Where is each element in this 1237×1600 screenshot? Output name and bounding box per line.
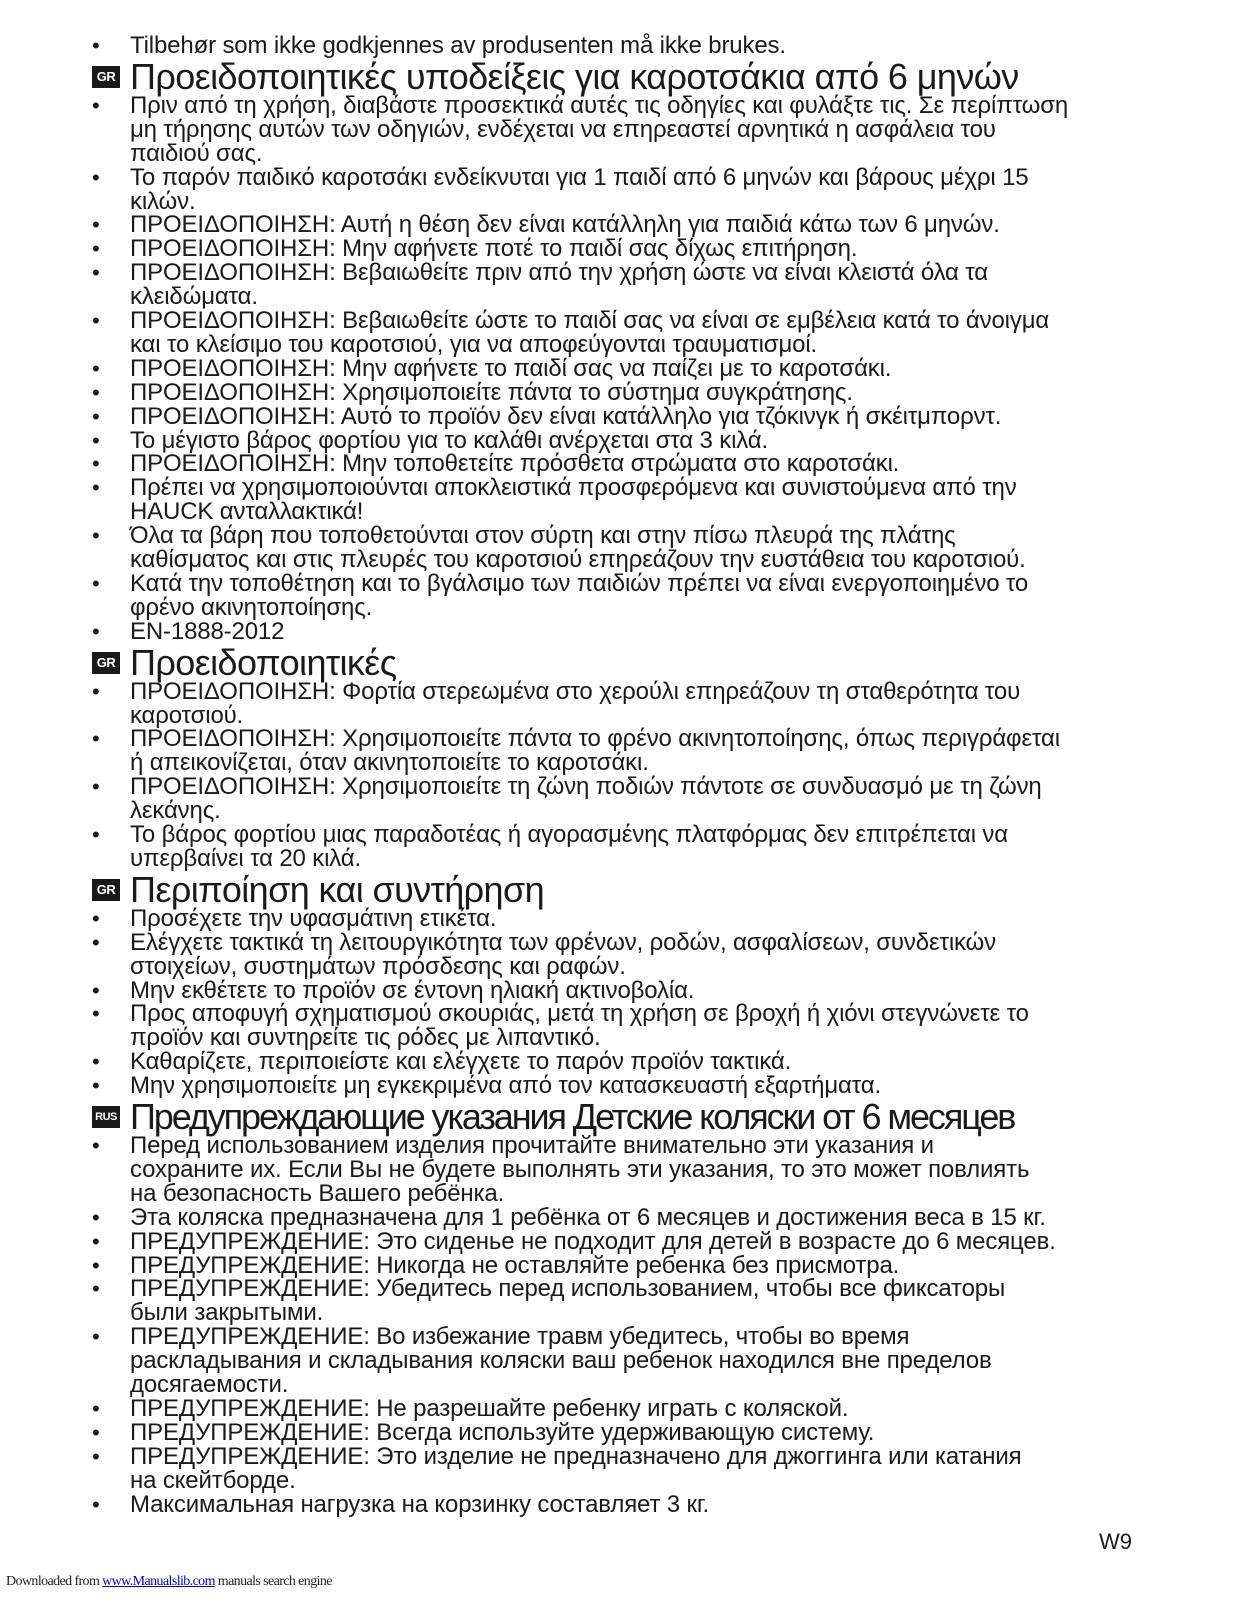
bullet-marker: • <box>92 308 100 333</box>
list-item: Το παρόν παιδικό καροτσάκι ενδείκνυται για 1 παιδί από 6 μηνών και βάρους μέχρι 15 <box>130 163 1029 191</box>
bullet-marker: • <box>92 1049 100 1075</box>
list-item: Προς αποφυγή σχηματισμού σκουριάς, μετά τη χρήση σε βροχή ή χιόνι στεγνώνετε το <box>130 1000 1029 1028</box>
list-item: ΠΡΟΕΙΔΟΠΟΙΗΣΗ: Μην τοποθετείτε πρόσθετα στρώματα στο καροτσάκι. <box>130 450 900 478</box>
list-item: Μην εκθέτετε το προϊόν σε έντονη ηλιακή ακτινοβολία. <box>130 976 695 1004</box>
bullet-marker: • <box>92 1133 100 1158</box>
bullet-marker: • <box>92 523 100 549</box>
list-item: Όλα τα βάρη που τοποθετούνται στον σύρτη και στην πίσω πλευρά της πλάτης <box>130 522 956 550</box>
bullet-marker: • <box>92 1419 100 1445</box>
bullet-marker: • <box>92 212 100 238</box>
bullet-marker: • <box>92 236 100 262</box>
list-item-continuation: καροτσιού. <box>130 701 244 729</box>
list-item-continuation: παιδιού σας. <box>130 139 263 167</box>
list-item: ΠΡΟΕΙΔΟΠΟΙΗΣΗ: Αυτό το προϊόν δεν είναι κατάλληλο για τζόκινγκ ή σκέιτμπορντ. <box>130 402 1002 430</box>
list-item-continuation: κλειδώματα. <box>130 283 258 311</box>
footer-prefix: Downloaded from <box>6 1574 103 1589</box>
bullet-marker: • <box>92 570 100 596</box>
list-item: ΠΡΟΕΙΔΟΠΟΙΗΣΗ: Μην αφήνετε το παιδί σας να παίζει με το καροτσάκι. <box>130 354 892 382</box>
list-item-continuation: φρένο ακινητοποίησης. <box>130 593 373 621</box>
bullet-marker: • <box>92 1324 100 1350</box>
bullet-marker: • <box>92 726 100 752</box>
bullet-marker: • <box>92 260 100 286</box>
section-heading: Προειδοποιητικές <box>130 641 397 683</box>
list-item-continuation: καθίσματος και στις πλευρές του καροτσιού επηρεάζουν την ευστάθεια του καροτσιού. <box>130 546 1026 573</box>
list-item: Κατά την τοποθέτηση και το βγάλσιμο των παιδιών πρέπει να είναι ενεργοποιημένο το <box>130 569 1029 597</box>
list-item: Перед использованием изделия прочитайте внимательно эти указания и <box>130 1132 934 1159</box>
bullet-marker: • <box>92 1228 100 1254</box>
bullet-marker: • <box>92 1491 100 1517</box>
list-item-continuation: на скейтборде. <box>130 1466 296 1494</box>
manualslib-link[interactable]: www.Manualslib.com <box>102 1574 215 1589</box>
list-item-continuation: λεκάνης. <box>130 797 221 825</box>
footer-suffix: manuals search engine <box>214 1574 332 1589</box>
bullet-marker: • <box>92 1443 100 1469</box>
list-item: Το βάρος φορτίου μιας παραδοτέας ή αγορασμένης πλατφόρμας δεν επιτρέπεται να <box>130 821 1008 848</box>
list-item-continuation: και το κλείσιμο του καροτσιού, για να αποφεύγονται τραυματισμοί. <box>130 330 818 358</box>
list-item: ПРЕДУПРЕЖДЕНИЕ: Не разрешайте ребенку играть с коляской. <box>130 1394 849 1422</box>
bullet-marker: • <box>92 451 100 477</box>
bullet-marker: • <box>92 1001 100 1027</box>
list-item-continuation: раскладывания и складывания коляски ваш ребенок находился вне пределов <box>130 1347 992 1375</box>
list-item: ΠΡΟΕΙΔΟΠΟΙΗΣΗ: Βεβαιωθείτε πριν από την χρήση ώστε να είναι κλειστά όλα τα <box>130 259 989 287</box>
list-item: Эта коляска предназначена для 1 ребёнка от 6 месяцев и достижения веса в 15 кг. <box>130 1203 1046 1231</box>
list-item: ΠΡΟΕΙΔΟΠΟΙΗΣΗ: Χρησιμοποιείτε πάντα το σύστημα συγκράτησης. <box>130 378 853 406</box>
list-item: EN-1888-2012 <box>130 617 285 645</box>
list-item-continuation: досягаемости. <box>130 1371 289 1398</box>
bullet-marker: • <box>92 1252 100 1278</box>
bullet-marker: • <box>92 678 100 704</box>
list-item: Ελέγχετε τακτικά τη λειτουργικότητα των φρένων, ροδών, ασφαλίσεων, συνδετικών <box>130 928 996 956</box>
bullet-marker: • <box>92 475 100 501</box>
list-item-continuation: HAUCK ανταλλακτικά! <box>130 498 364 526</box>
list-item: ΠΡΟΕΙΔΟΠΟΙΗΣΗ: Χρησιμοποιείτε πάντα το φρένο ακινητοποίησης, όπως περιγράφεται <box>130 725 1060 753</box>
bullet-marker: • <box>92 427 100 453</box>
list-item: ПРЕДУПРЕЖДЕНИЕ: Во избежание травм убедитесь, чтобы во время <box>130 1323 910 1351</box>
list-item: ΠΡΟΕΙΔΟΠΟΙΗΣΗ: Αυτή η θέση δεν είναι κατάλληλη για παιδιά κάτω των 6 μηνών. <box>130 211 1000 239</box>
list-item: Μην χρησιμοποιείτε μη εγκεκριμένα από τον κατασκευαστή εξαρτήματα. <box>130 1072 881 1100</box>
language-badge: GR <box>92 879 120 901</box>
bullet-marker: • <box>92 774 100 800</box>
list-item-continuation: μη τήρησης αυτών των οδηγιών, ενδέχεται να επηρεαστεί αρνητικά η ασφάλεια του <box>130 115 996 143</box>
bullet-marker: • <box>92 618 100 644</box>
list-item: ПРЕДУПРЕЖДЕНИЕ: Это сиденье не подходит для детей в возрасте до 6 месяцев. <box>130 1227 1056 1255</box>
list-item: Καθαρίζετε, περιποιείστε και ελέγχετε το παρόν προϊόν τακτικά. <box>130 1048 792 1076</box>
list-item: ПРЕДУПРЕЖДЕНИЕ: Убедитесь перед использованием, чтобы все фиксаторы <box>130 1275 1006 1303</box>
bullet-marker: • <box>92 92 100 118</box>
list-item-continuation: ή απεικονίζεται, όταν ακινητοποιείτε το καροτσάκι. <box>130 749 649 777</box>
list-item: Максимальная нагрузка на корзинку составляет 3 кг. <box>130 1490 710 1518</box>
bullet-marker: • <box>92 33 100 58</box>
bullet-marker: • <box>92 1073 100 1099</box>
list-item: ΠΡΟΕΙΔΟΠΟΙΗΣΗ: Χρησιμοποιείτε τη ζώνη ποδιών πάντοτε σε συνδυασμό με τη ζώνη <box>130 773 1042 801</box>
bullet-marker: • <box>92 164 100 190</box>
list-item-continuation: были закрытыми. <box>130 1299 324 1327</box>
list-item-continuation: κιλών. <box>130 187 196 215</box>
list-item: ΠΡΟΕΙΔΟΠΟΙΗΣΗ: Φορτία στερεωμένα στο χερούλι επηρεάζουν τη σταθερότητα του <box>130 677 1021 705</box>
page-number: W9 <box>1099 1529 1132 1554</box>
list-item: Πριν από τη χρήση, διαβάστε προσεκτικά αυτές τις οδηγίες και φυλάξτε τις. Σε περίπτωση <box>130 91 1069 119</box>
list-item-continuation: на безопасность Вашего ребёнка. <box>130 1179 505 1207</box>
bullet-marker: • <box>92 929 100 955</box>
language-badge: GR <box>92 652 120 674</box>
bullet-marker: • <box>92 379 100 405</box>
bullet-marker: • <box>92 977 100 1003</box>
list-item: Tilbehør som ikke godkjennes av produsenten må ikke brukes. <box>130 32 786 59</box>
bullet-marker: • <box>92 1395 100 1421</box>
language-badge: GR <box>92 66 120 88</box>
bullet-marker: • <box>92 355 100 381</box>
bullet-marker: • <box>92 822 100 847</box>
language-badge: RUS <box>92 1106 120 1128</box>
bullet-marker: • <box>92 1204 100 1230</box>
list-item: ΠΡΟΕΙΔΟΠΟΙΗΣΗ: Βεβαιωθείτε ώστε το παιδί σας να είναι σε εμβέλεια κατά το άνοιγμα <box>130 307 1050 334</box>
list-item-continuation: сохраните их. Если Вы не будете выполнять эти указания, то это может повлиять <box>130 1155 1030 1183</box>
list-item: Προσέχετε την υφασμάτινη ετικέτα. <box>130 904 497 932</box>
section-heading: Περιποίηση και συντήρηση <box>130 868 544 910</box>
list-item-continuation: υπερβαίνει τα 20 κιλά. <box>130 844 362 872</box>
download-footer <box>6 1574 332 1590</box>
bullet-marker: • <box>92 905 100 931</box>
section-heading: Предупреждающие указания Детские коляски от 6 месяцев <box>130 1096 1015 1137</box>
list-item: ПРЕДУПРЕЖДЕНИЕ: Никогда не оставляйте ребенка без присмотра. <box>130 1251 900 1279</box>
list-item: Πρέπει να χρησιμοποιούνται αποκλειστικά προσφερόμενα και συνιστούμενα από την <box>130 474 1017 502</box>
list-item: ПРЕДУПРЕЖДЕНИЕ: Всегда используйте удерживающую систему. <box>130 1418 875 1446</box>
section-heading: Προειδοποιητικές υποδείξεις για καροτσάκια από 6 μηνών <box>130 55 1019 97</box>
list-item: Το μέγιστο βάρος φορτίου για το καλάθι ανέρχεται στα 3 κιλά. <box>130 426 768 454</box>
bullet-marker: • <box>92 1276 100 1302</box>
list-item-continuation: προϊόν και συντηρείτε τις ρόδες με λιπαντικό. <box>130 1024 601 1052</box>
list-item: ΠΡΟΕΙΔΟΠΟΙΗΣΗ: Μην αφήνετε ποτέ το παιδί σας δίχως επιτήρηση. <box>130 235 858 263</box>
list-item-continuation: στοιχείων, συστημάτων πρόσδεσης και ραφών. <box>130 952 626 980</box>
list-item: ПРЕДУПРЕЖДЕНИЕ: Это изделие не предназначено для джоггинга или катания <box>130 1442 1022 1470</box>
bullet-marker: • <box>92 403 100 429</box>
